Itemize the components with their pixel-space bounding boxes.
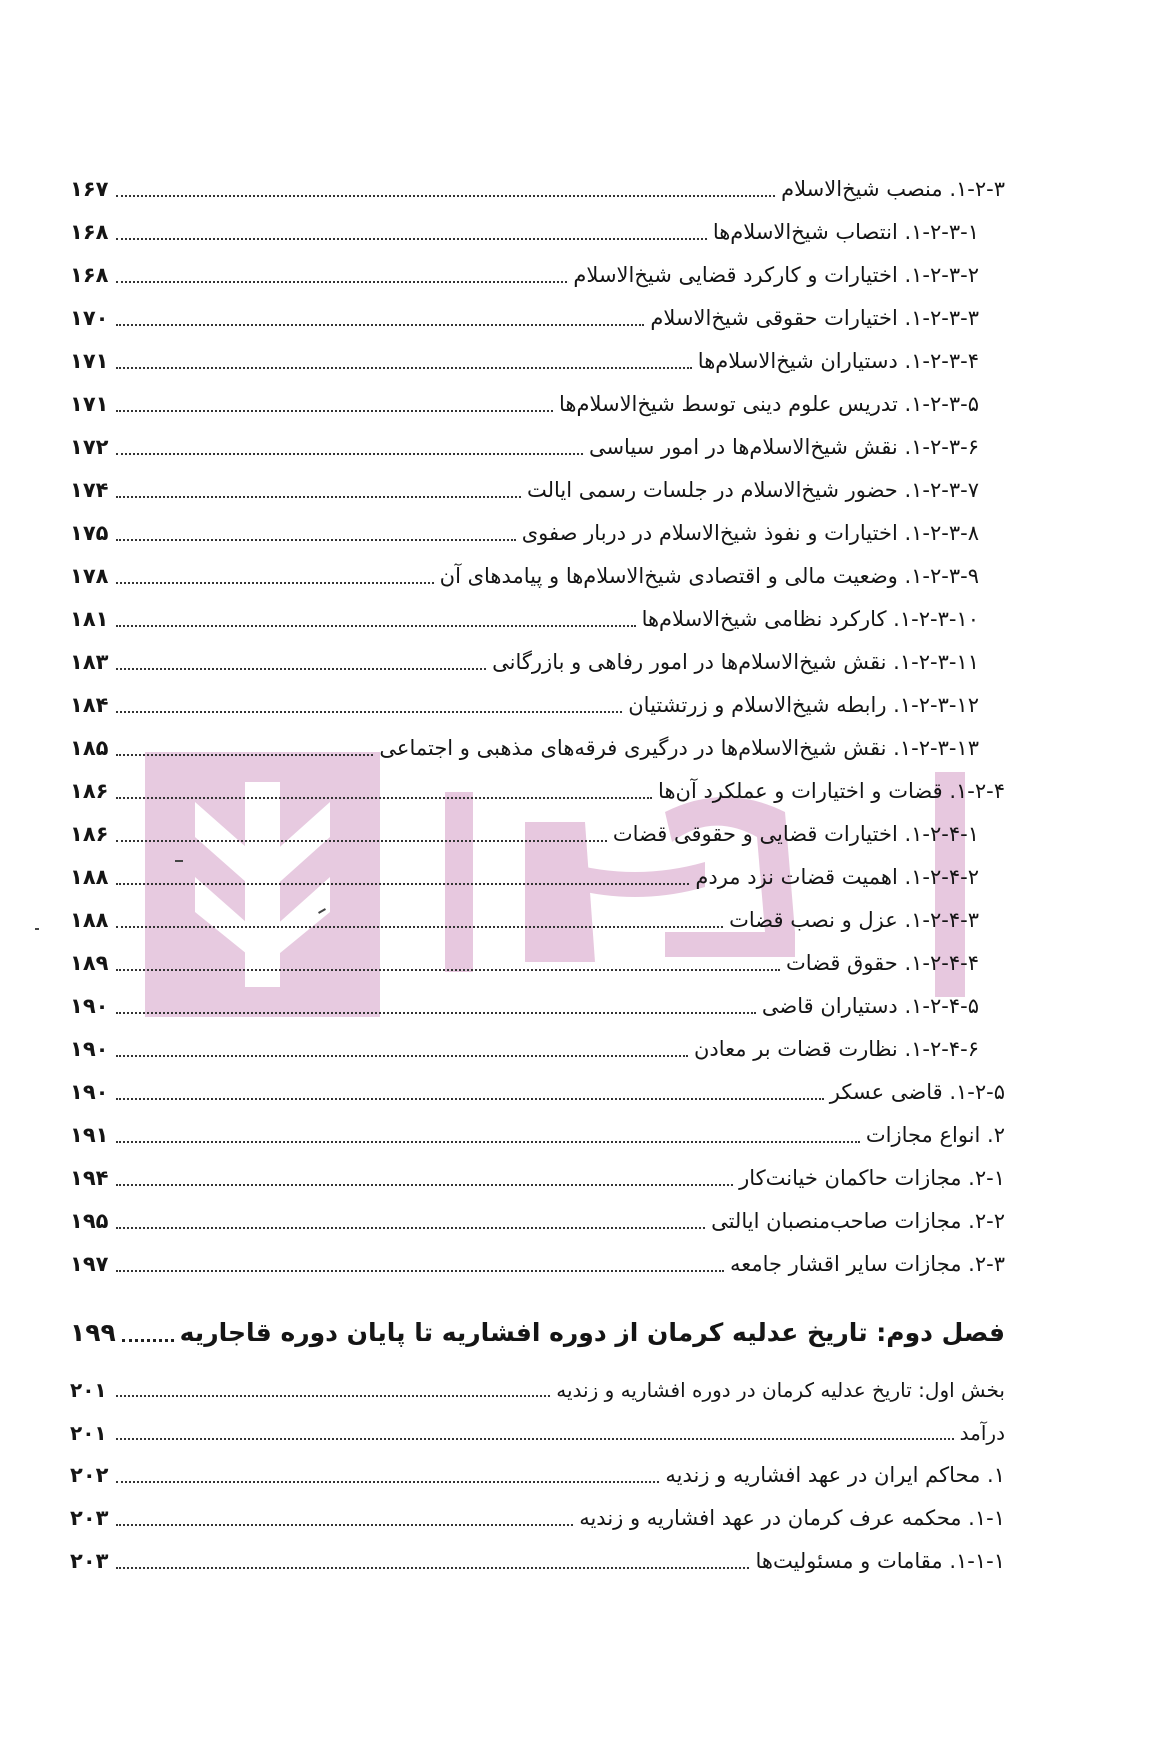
- toc-entry-title: ۲. انواع مجازات: [865, 1123, 1005, 1147]
- dot-leader: [116, 969, 780, 971]
- toc-entry-title: ۱-۲-۴-۱. اختیارات قضایی و حقوقی قضات: [612, 822, 979, 846]
- toc-entry: [70, 1028, 1005, 1071]
- toc-page-number: ۱۷۰: [70, 306, 109, 330]
- dot-leader: [116, 453, 583, 455]
- dot-leader: [116, 625, 636, 627]
- dot-leader: [116, 324, 644, 326]
- dot-leader: [116, 711, 622, 713]
- toc-page-number: ۱۷۸: [70, 564, 109, 588]
- toc-page-number: ۱۹۰: [70, 994, 109, 1018]
- toc-entry-title: ۱-۲-۳-۱۱. نقش شیخ‌الاسلام‌ها در امور رفاهی و بازرگانی: [492, 650, 979, 674]
- toc-entry-title: ۱-۲-۳-۱۰. کارکرد نظامی شیخ‌الاسلام‌ها: [641, 607, 979, 631]
- toc-entry: [70, 254, 1005, 297]
- toc-page-number: ۱۹۱: [70, 1123, 109, 1147]
- dot-leader: [116, 668, 486, 670]
- dot-leader: [116, 1524, 573, 1526]
- toc-entry: [70, 1540, 1005, 1583]
- toc-entry-title: ۱-۲-۳. منصب شیخ‌الاسلام: [781, 177, 1005, 201]
- toc-entry-title: ۱-۱. محکمه عرف کرمان در عهد افشاریه و زندیه: [579, 1506, 1005, 1530]
- toc-entry-title: ۱. محاکم ایران در عهد افشاریه و زندیه: [665, 1463, 1005, 1487]
- toc-page-number: ۱۷۴: [70, 478, 109, 502]
- toc-entry-title: ۱-۲-۴-۵. دستیاران قاضی: [761, 994, 979, 1018]
- toc-entry-title: فصل دوم: تاریخ عدلیه کرمان از دوره افشاریه تا پایان دوره قاجاریه: [179, 1317, 1005, 1347]
- toc-entry-title: ۱-۲-۳-۴. دستیاران شیخ‌الاسلام‌ها: [697, 349, 979, 373]
- toc-entry: [70, 469, 1005, 512]
- toc-entry-title: ۱-۲-۳-۶. نقش شیخ‌الاسلام‌ها در امور سیاسی: [588, 435, 979, 459]
- toc-page-number: ۱۹۹: [70, 1317, 116, 1347]
- toc-page-number: ۱۷۱: [70, 349, 109, 373]
- toc-entry: [70, 211, 1005, 254]
- dot-leader: [116, 1184, 733, 1186]
- dot-leader: [116, 1567, 749, 1569]
- dot-leader: [116, 410, 553, 412]
- toc-entry-title: ۱-۲-۳-۱۳. نقش شیخ‌الاسلام‌ها در درگیری فرقه‌های مذهبی و اجتماعی: [379, 736, 979, 760]
- toc-page-number: ۱۹۷: [70, 1252, 109, 1276]
- toc-page-number: ۱۸۱: [70, 607, 109, 631]
- toc-page-number: ۱۸۵: [70, 736, 109, 760]
- toc-entry-title: درآمد: [959, 1420, 1005, 1445]
- toc-entry-title: ۱-۲-۴-۴. حقوق قضات: [785, 951, 979, 975]
- dot-leader: [116, 797, 652, 799]
- toc-entry: [70, 598, 1005, 641]
- toc-entry: [70, 1454, 1005, 1497]
- toc-page-number: ۱۹۰: [70, 1080, 109, 1104]
- dot-leader: [116, 1438, 954, 1440]
- toc-entry: [70, 1071, 1005, 1114]
- toc-page-number: ۱۶۷: [70, 177, 109, 201]
- dot-leader: [116, 1395, 550, 1397]
- toc-entry: [70, 1411, 1005, 1454]
- dot-leader: [116, 1141, 860, 1143]
- toc-entry: [70, 942, 1005, 985]
- toc-entry: [70, 813, 1005, 856]
- toc-entry: [70, 856, 1005, 899]
- toc-page-number: ۱۸۶: [70, 779, 109, 803]
- toc-entry: [70, 1114, 1005, 1157]
- dot-leader: [116, 1055, 688, 1057]
- toc-page-number: ۱۹۵: [70, 1209, 109, 1233]
- toc-entry-title: ۱-۲-۳-۳. اختیارات حقوقی شیخ‌الاسلام: [650, 306, 979, 330]
- toc-entry: [70, 727, 1005, 770]
- toc-page-number: ۲۰۱: [70, 1420, 107, 1445]
- toc-page-number: ۱۹۴: [70, 1166, 109, 1190]
- toc-entry: [70, 168, 1005, 211]
- toc-page-number: ۲۰۲: [70, 1463, 109, 1487]
- dot-leader: [116, 1098, 824, 1100]
- toc-entry-title: ۱-۲-۳-۷. حضور شیخ‌الاسلام در جلسات رسمی ایالت: [526, 478, 979, 502]
- toc-entry: [70, 1304, 1005, 1360]
- toc-page-number: ۱۸۴: [70, 693, 109, 717]
- toc-page-number: ۱۸۸: [70, 865, 109, 889]
- toc-entry-title: ۱-۱-۱. مقامات و مسئولیت‌ها: [755, 1549, 1005, 1573]
- toc-entry-title: ۱-۲-۳-۵. تدریس علوم دینی توسط شیخ‌الاسلام‌ها: [558, 392, 979, 416]
- toc-entry: [70, 340, 1005, 383]
- toc-entry: [70, 1200, 1005, 1243]
- toc-entry: [70, 641, 1005, 684]
- toc-page-number: ۱۸۳: [70, 650, 109, 674]
- toc-entry-title: ۱-۲-۴-۲. اهمیت قضات نزد مردم: [695, 865, 979, 889]
- dot-leader: [116, 496, 521, 498]
- dot-leader: [116, 367, 692, 369]
- toc-page-number: ۲۰۳: [70, 1549, 109, 1573]
- toc-page-number: ۱۸۶: [70, 822, 109, 846]
- toc-page-number: ۱۶۸: [70, 263, 109, 287]
- toc-entry-title: ۲-۳. مجازات سایر اقشار جامعه: [729, 1252, 1005, 1276]
- toc-entry-title: ۲-۱. مجازات حاکمان خیانت‌کار: [739, 1166, 1005, 1190]
- toc-entry: [70, 512, 1005, 555]
- toc-entry: [70, 297, 1005, 340]
- dot-leader: [116, 539, 516, 541]
- dot-leader: [116, 582, 434, 584]
- toc-entry: [70, 684, 1005, 727]
- toc-entry: [70, 1497, 1005, 1540]
- toc-entry-title: ۱-۲-۳-۹. وضعیت مالی و اقتصادی شیخ‌الاسلام‌ها و پیامدهای آن: [439, 564, 979, 588]
- toc-entry-title: ۱-۲-۵. قاضی عسکر: [829, 1080, 1005, 1104]
- stray-mark: [175, 860, 183, 862]
- toc-page-number: ۱۷۵: [70, 521, 109, 545]
- dot-leader: [116, 1227, 705, 1229]
- toc-page-number: ۱۹۰: [70, 1037, 109, 1061]
- dot-leader: [116, 840, 607, 842]
- dot-leader: [116, 926, 723, 928]
- toc-page-number: ۲۰۳: [70, 1506, 109, 1530]
- dot-leader: [116, 1270, 724, 1272]
- dot-leader: [116, 883, 689, 885]
- toc-page-number: ۱۸۹: [70, 951, 109, 975]
- toc-entry-title: ۱-۲-۳-۱۲. رابطه شیخ‌الاسلام و زرتشتیان: [628, 693, 979, 717]
- toc-entry-title: ۱-۲-۴-۳. عزل و نصب قضات: [729, 908, 979, 932]
- toc-entry-title: ۱-۲-۴. قضات و اختیارات و عملکرد آن‌ها: [658, 779, 1005, 803]
- toc-entry: [70, 555, 1005, 598]
- toc-entry: [70, 1243, 1005, 1286]
- toc-entry: [70, 383, 1005, 426]
- toc-entry-title: ۱-۲-۴-۶. نظارت قضات بر معادن: [693, 1037, 979, 1061]
- toc-page-number: ۲۰۱: [70, 1377, 107, 1402]
- dot-leader: [116, 195, 775, 197]
- table-of-contents: [70, 168, 1005, 1583]
- toc-page-number: ۱۷۱: [70, 392, 109, 416]
- toc-page-number: ۱۸۸: [70, 908, 109, 932]
- toc-entry: [70, 1157, 1005, 1200]
- toc-entry-title: بخش اول: تاریخ عدلیه کرمان در دوره افشاریه و زندیه: [556, 1377, 1005, 1402]
- dot-leader: [116, 754, 373, 756]
- toc-entry: [70, 985, 1005, 1028]
- toc-entry-title: ۲-۲. مجازات صاحب‌منصبان ایالتی: [711, 1209, 1005, 1233]
- dot-leader: [116, 281, 567, 283]
- dot-leader: [122, 1339, 174, 1342]
- stray-mark: [35, 928, 39, 930]
- toc-entry-title: ۱-۲-۳-۱. انتصاب شیخ‌الاسلام‌ها: [712, 220, 979, 244]
- dot-leader: [116, 238, 707, 240]
- toc-entry-title: ۱-۲-۳-۸. اختیارات و نفوذ شیخ‌الاسلام در دربار صفوی: [521, 521, 979, 545]
- dot-leader: [116, 1012, 756, 1014]
- toc-entry: [70, 899, 1005, 942]
- toc-entry: [70, 770, 1005, 813]
- toc-page-number: ۱۷۲: [70, 435, 109, 459]
- toc-entry: [70, 1368, 1005, 1411]
- dot-leader: [116, 1481, 659, 1483]
- toc-entry: [70, 426, 1005, 469]
- toc-entry-title: ۱-۲-۳-۲. اختیارات و کارکرد قضایی شیخ‌الاسلام: [573, 263, 979, 287]
- toc-page-number: ۱۶۸: [70, 220, 109, 244]
